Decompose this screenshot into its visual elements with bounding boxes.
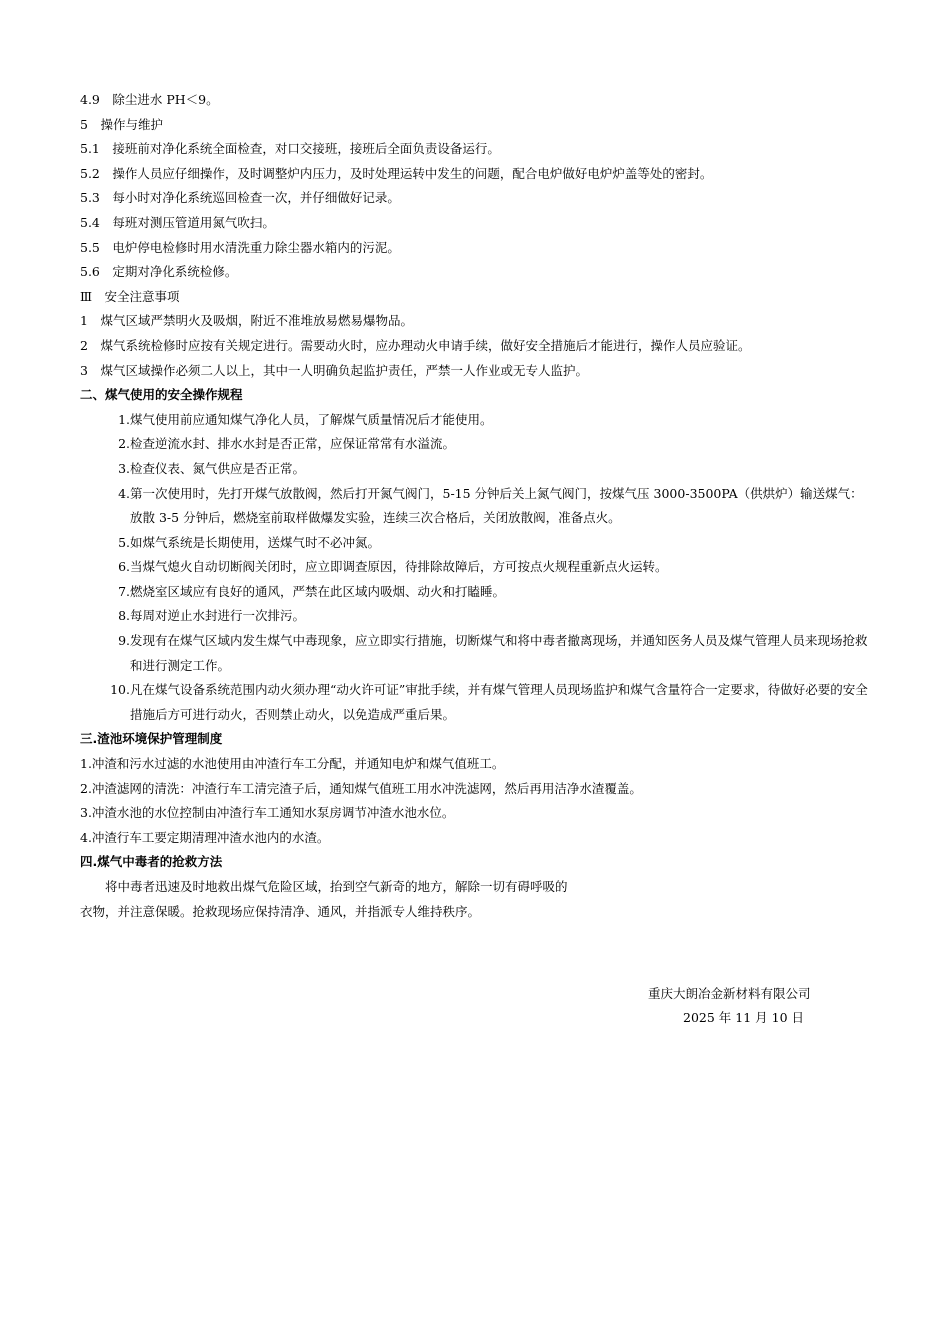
list-text: 凡在煤气设备系统范围内动火须办理“动火许可证”审批手续，并有煤气管理人员现场监护和煤气含量符合一定要求，待做好必要的安全措施后方可进行动火，否则禁止动火，以免造成严重后果。	[130, 682, 868, 722]
list-text: 煤气使用前应通知煤气净化人员，了解煤气质量情况后才能使用。	[130, 411, 493, 427]
text-line: 5 操作与维护	[80, 116, 163, 132]
list-text: 发现有在煤气区域内发生煤气中毒现象，应立即实行措施，切断煤气和将中毒者撤离现场，并通知医务人员及煤气管理人员来现场抢救和进行测定工作。	[130, 633, 868, 673]
list-number: 6.	[118, 559, 130, 575]
list-text: 燃烧室区域应有良好的通风，严禁在此区域内吸烟、动火和打瞌睡。	[130, 583, 506, 599]
section-maintenance	[80, 88, 875, 383]
list-item	[110, 580, 875, 605]
text-line: 3.冲渣水池的水位控制由冲渣行车工通知水泵房调节冲渣水池水位。	[80, 805, 455, 821]
text-line: 5.5 电炉停电检修时用水清洗重力除尘器水箱内的污泥。	[80, 239, 400, 255]
text-line: 4.冲渣行车工要定期清理冲渣水池内的水渣。	[80, 829, 330, 845]
text-line: 5.2 操作人员应仔细操作，及时调整炉内压力，及时处理运转中发生的问题，配合电炉做好电炉炉盖等处的密封。	[80, 165, 713, 181]
list-text: 如煤气系统是长期使用，送煤气时不必冲氮。	[130, 534, 381, 550]
list-number: 5.	[118, 534, 130, 550]
list-number: 7.	[118, 583, 130, 599]
list-item	[110, 604, 875, 629]
list-text: 每周对逆止水封进行一次排污。	[130, 608, 306, 624]
company-name: 重庆大朗冶金新材料有限公司	[648, 986, 811, 1001]
list-number: 9.	[118, 633, 130, 649]
list-text: 当煤气熄火自动切断阀关闭时，应立即调查原因，待排除故障后，方可按点火规程重新点火运转。	[130, 559, 668, 575]
list-item	[110, 629, 875, 678]
section-heading: 二、煤气使用的安全操作规程	[80, 387, 243, 403]
list-text: 第一次使用时，先打开煤气放散阀，然后打开氮气阀门，5-15 分钟后关上氮气阀门，按煤气压 3000-3500PA（供烘炉）输送煤气：放散 3-5 分钟后，燃烧室前取样做爆发实验，连续三次合格后，关闭放散阀，准备点火。	[130, 485, 863, 526]
text-line: 5.1 接班前对净化系统全面检查，对口交接班，接班后全面负责设备运行。	[80, 141, 500, 157]
text-line: 5.6 定期对净化系统检修。	[80, 264, 238, 280]
list-text: 检查仪表、氮气供应是否正常。	[130, 460, 306, 476]
text-line: 5.3 每小时对净化系统巡回检查一次，并仔细做好记录。	[80, 190, 400, 206]
text-line: 5.4 每班对测压管道用氮气吹扫。	[80, 214, 275, 230]
document-date: 2025 年 11 月 10 日	[683, 1010, 804, 1025]
list-number: 1.	[118, 411, 130, 427]
list-item	[110, 408, 875, 433]
list-item	[110, 457, 875, 482]
section-heading: 三.渣池环境保护管理制度	[80, 731, 223, 747]
list-number: 3.	[118, 460, 130, 476]
section-heading: 四.煤气中毒者的抢救方法	[80, 854, 223, 870]
text-line: 2 煤气系统检修时应按有关规定进行。需要动火时，应办理动火申请手续，做好安全措施后才能进行，操作人员应验证。	[80, 337, 751, 353]
list-item	[110, 531, 875, 556]
ordered-list	[110, 408, 875, 728]
list-number: 4.	[118, 485, 130, 501]
list-item	[110, 432, 875, 457]
list-item	[110, 482, 875, 531]
text-line: 2.冲渣滤网的清洗：冲渣行车工清完渣子后，通知煤气值班工用水冲洗滤网，然后再用洁净水渣覆盖。	[80, 780, 642, 796]
list-text: 检查逆流水封、排水水封是否正常，应保证常常有水溢流。	[130, 436, 456, 452]
document-body	[80, 88, 875, 924]
list-number: 8.	[118, 608, 130, 624]
list-number: 10.	[110, 682, 130, 698]
text-line: 1.冲渣和污水过滤的水池使用由冲渣行车工分配，并通知电炉和煤气值班工。	[80, 756, 505, 772]
text-line: 4.9 除尘进水 PH＜9。	[80, 92, 219, 107]
list-item	[110, 678, 875, 727]
list-item	[110, 555, 875, 580]
text-line: 3 煤气区域操作必须二人以上，其中一人明确负起监护责任，严禁一人作业或无专人监护。	[80, 362, 588, 378]
text-line: 将中毒者迅速及时地救出煤气危险区域，抬到空气新奇的地方，解除一切有碍呼吸的	[105, 879, 568, 894]
text-line: 衣物，并注意保暖。抢救现场应保持清净、通风，并指派专人维持秩序。	[80, 903, 481, 919]
list-number: 2.	[118, 436, 130, 452]
text-line: Ⅲ 安全注意事项	[80, 288, 180, 304]
text-line: 1 煤气区域严禁明火及吸烟，附近不准堆放易燃易爆物品。	[80, 313, 413, 329]
